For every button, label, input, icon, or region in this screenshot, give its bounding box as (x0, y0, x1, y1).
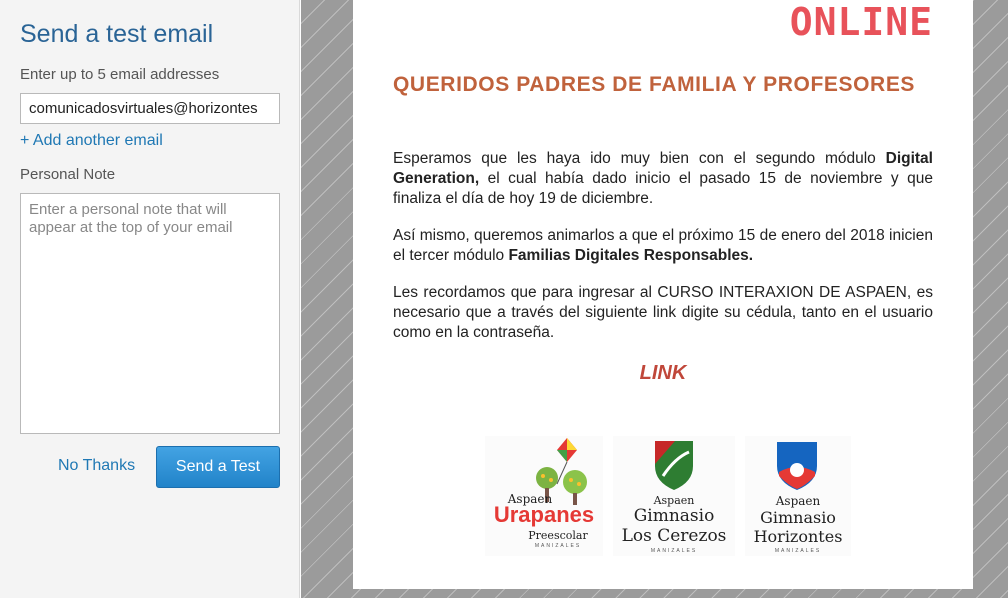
email-body (353, 0, 973, 589)
send-test-panel (0, 0, 300, 598)
p2-text-a: Así mismo, queremos animarlos a que el próximo 15 de enero del 2018 inicien el tercer módulo (393, 227, 933, 264)
logo2-line2: Gimnasio (633, 506, 715, 526)
p1-bold: Digital Generation, (393, 150, 933, 187)
logo3-line3: Horizontes (753, 527, 843, 546)
logo2-line3: Los Cerezos (621, 526, 727, 546)
logo1-line2: Urapanes (493, 502, 595, 527)
p1-text-a: Esperamos que les haya ido muy bien con el segundo módulo (393, 150, 886, 167)
logo-los-cerezos (613, 436, 735, 556)
paragraph-1 (393, 149, 933, 209)
p2-bold: Familias Digitales Responsables. (508, 247, 754, 264)
paragraph-3: Les recordamos que para ingresar al CURSO INTERAXION DE ASPAEN, es necesario que a través del siguiente link digite su cédula, tanto en el usuario como en la contraseña. (393, 284, 933, 341)
p1-text-c: el cual había dado inicio el pasado 15 de noviembre y que finaliza el día de hoy 19 de diciembre. (393, 170, 933, 207)
email-addresses-label: Enter up to 5 email addresses (20, 66, 220, 83)
logo-horizontes (745, 436, 851, 556)
send-test-button[interactable]: Send a Test (156, 446, 280, 488)
no-thanks-link[interactable]: No Thanks (58, 457, 136, 474)
logo2-line1: Aspaen (653, 494, 695, 507)
paragraph-2 (393, 226, 933, 266)
course-link[interactable]: LINK (639, 362, 687, 384)
logo1-line1: Aspaen (507, 492, 553, 506)
panel-title: Send a test email (20, 20, 214, 48)
shield-icon (613, 436, 735, 496)
logo-urapanes (485, 436, 603, 556)
logo1-line3: Preescolar (528, 529, 588, 542)
sunrise-shield-icon (745, 436, 851, 496)
email-preview-area[interactable] (301, 0, 1008, 598)
logo1-city: MANIZALES (534, 543, 582, 549)
email-addresses-input[interactable] (20, 93, 280, 124)
logo3-line1: Aspaen (775, 494, 821, 508)
logo3-line2: Gimnasio (760, 508, 836, 527)
personal-note-label: Personal Note (20, 166, 116, 183)
header-online-word: ONLINE (789, 0, 933, 44)
logo3-city: MANIZALES (774, 548, 822, 554)
personal-note-textarea[interactable] (20, 193, 280, 434)
email-headline: QUERIDOS PADRES DE FAMILIA Y PROFESORES (393, 73, 916, 96)
school-logos (457, 408, 857, 568)
add-another-email-link[interactable]: + Add another email (20, 132, 163, 149)
logo2-city: MANIZALES (650, 548, 698, 554)
